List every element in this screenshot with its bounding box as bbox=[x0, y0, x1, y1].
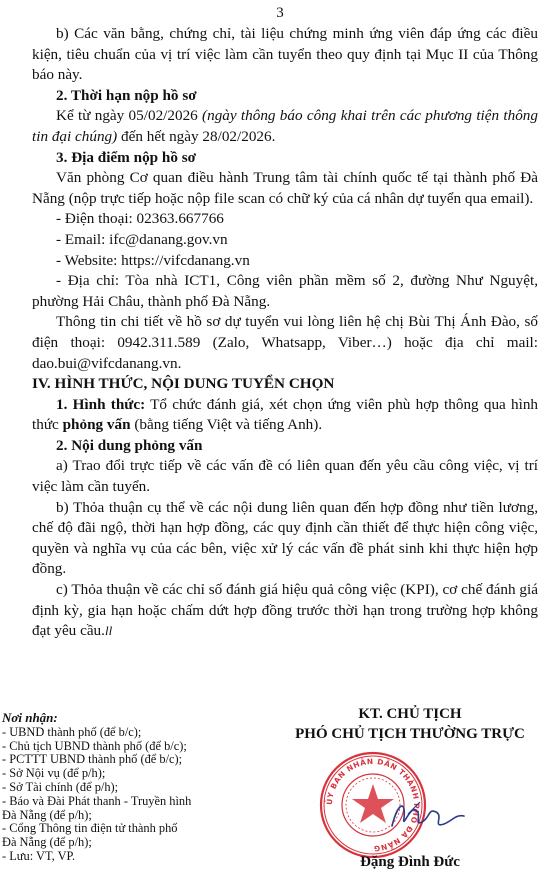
recipient-item: - Lưu: VT, VP. bbox=[2, 848, 76, 863]
paragraph-deadline bbox=[32, 106, 538, 147]
recipient-item: - PCTTT UBND thành phố (để b/c); bbox=[2, 752, 183, 767]
heading-submission-deadline: 2. Thời hạn nộp hồ sơ bbox=[56, 86, 197, 104]
recipient-item: - Sở Nội vụ (để p/h); bbox=[2, 766, 106, 781]
heading-interview-content: 2. Nội dung phỏng vấn bbox=[56, 436, 203, 454]
form-heading: 1. Hình thức: bbox=[56, 395, 146, 413]
form-text-a: Tổ chức đánh giá, xét chọn ứng viên phù hợp thông qua hình thức bbox=[32, 395, 539, 434]
paragraph-diplomas: b) Các văn bằng, chứng chỉ, tài liệu chứng minh ứng viên đáp ứng các điều kiện, tiêu chuẩn của vị trí việc làm cần tuyển theo quy định tại Mục II của Thông báo này. bbox=[32, 25, 538, 84]
content-item-c bbox=[32, 580, 538, 642]
paragraph-contact: Thông tin chi tiết về hồ sơ dự tuyển vui lòng liên hệ chị Bùi Thị Ánh Đào, số điện thoại: 0942.311.589 (Zalo, Whatsapp, Viber…) hoặc địa chỉ mail: dao.bui@vifcdanang.vn. bbox=[32, 313, 538, 372]
paragraph-form bbox=[32, 395, 538, 436]
phone-line: - Điện thoại: 02363.667766 bbox=[56, 210, 224, 228]
recipient-item: - Sở Tài chính (để p/h); bbox=[2, 779, 119, 794]
recipient-item: - Báo và Đài Phát thanh - Truyền hình bbox=[2, 793, 192, 808]
recipient-item: Đà Nẵng (để p/h); bbox=[2, 835, 92, 850]
recipient-item: - Cổng Thông tin điện tử thành phố bbox=[2, 821, 178, 836]
recipient-item: Đà Nẵng (để p/h); bbox=[2, 807, 92, 822]
website-line[interactable]: - Website: https://vifcdanang.vn bbox=[56, 251, 250, 269]
section-iv-heading: IV. HÌNH THỨC, NỘI DUNG TUYỂN CHỌN bbox=[32, 375, 335, 393]
signature-title-1: KT. CHỦ TỊCH bbox=[358, 706, 462, 722]
paragraph-office: Văn phòng Cơ quan điều hành Trung tâm tài chính quốc tế tại thành phố Đà Nẵng (nộp trực tiếp hoặc nộp file scan có chữ ký của cá nhân dự tuyển qua email). bbox=[32, 169, 538, 207]
address-line: - Địa chỉ: Tòa nhà ICT1, Công viên phần mềm số 2, đường Như Nguyệt, phường Hải Châu, thành phố Đà Nẵng. bbox=[32, 272, 538, 310]
deadline-start: Kể từ ngày 05/02/2026 bbox=[56, 107, 203, 125]
content-item-b: b) Thỏa thuận cụ thể về các nội dung liên quan đến hợp đồng như tiền lương, chế độ đãi ngộ, thời hạn hợp đồng, các quy định cần thiết để thực hiện công việc, quyền và nghĩa vụ của các bên, việc xử lý các vấn đề phát sinh khi thực hiện hợp đồng. bbox=[32, 498, 538, 578]
deadline-end: đến hết ngày 28/02/2026. bbox=[117, 127, 276, 145]
heading-submission-location: 3. Địa điểm nộp hồ sơ bbox=[56, 148, 197, 166]
content-item-c-text: c) Thỏa thuận về các chỉ số đánh giá hiệu quả công việc (KPI), cơ chế đánh giá định kỳ, gia hạn hoặc chấm dứt hợp đồng trước thời hạn trong trường hợp không đạt yêu cầu. bbox=[32, 581, 538, 640]
seal-text: ỦY BAN NHÂN DÂN THÀNH PHỐ ĐÀ NẴNG bbox=[324, 756, 422, 854]
form-text-c: (bằng tiếng Việt và tiếng Anh). bbox=[130, 416, 323, 434]
signature-block bbox=[270, 704, 550, 870]
deadline-note: (ngày thông báo công khai trên các phương tiện thông tin đại chúng) bbox=[32, 107, 538, 145]
initials-mark: ll bbox=[104, 623, 113, 639]
page-number: 3 bbox=[276, 5, 284, 21]
signer-name: Đặng Đình Đức bbox=[360, 854, 460, 870]
recipients-block bbox=[2, 711, 252, 864]
email-line[interactable]: - Email: ifc@danang.gov.vn bbox=[56, 230, 228, 248]
form-interview: phỏng vấn bbox=[62, 416, 131, 434]
document-body bbox=[32, 24, 538, 642]
recipient-item: - Chủ tịch UBND thành phố (để b/c); bbox=[2, 738, 187, 753]
recipient-item: - UBND thành phố (để b/c); bbox=[2, 724, 142, 739]
recipients-title: Nơi nhận: bbox=[2, 710, 58, 725]
handwritten-signature-icon bbox=[388, 796, 468, 836]
signature-title-2: PHÓ CHỦ TỊCH THƯỜNG TRỰC bbox=[295, 726, 525, 742]
content-item-a: a) Trao đổi trực tiếp về các vấn đề có liên quan đến yêu cầu công việc, vị trí việc làm cần tuyển. bbox=[32, 457, 538, 496]
